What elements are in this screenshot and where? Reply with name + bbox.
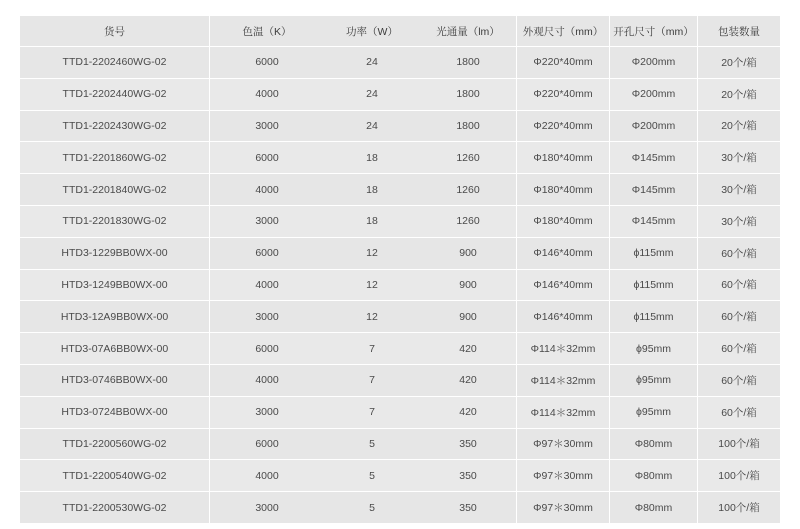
table-row (20, 397, 780, 429)
package-quantity-cell: 30个/箱 (698, 174, 780, 206)
luminous-flux-cell: 1800 (420, 111, 516, 143)
color-temperature-cell: 6000 (210, 429, 324, 461)
item-number-cell: TTD1-2200540WG-02 (20, 460, 210, 492)
luminous-flux-cell: 1800 (420, 47, 516, 79)
power-cell: 12 (324, 270, 420, 302)
table-row (20, 142, 780, 174)
color-temperature-cell: 6000 (210, 333, 324, 365)
item-number-cell: TTD1-2201830WG-02 (20, 206, 210, 238)
luminous-flux-cell: 350 (420, 492, 516, 524)
power-cell: 24 (324, 111, 420, 143)
item-number-cell: TTD1-2202430WG-02 (20, 111, 210, 143)
color-temperature-cell: 4000 (210, 174, 324, 206)
cutout-size-cell: Φ80mm (610, 429, 698, 461)
table-row (20, 270, 780, 302)
color-temperature-cell: 3000 (210, 492, 324, 524)
cutout-size-cell: ϕ95mm (610, 365, 698, 397)
color-temperature-cell: 6000 (210, 142, 324, 174)
power-cell: 5 (324, 492, 420, 524)
cutout-size-cell: Φ200mm (610, 47, 698, 79)
header-luminous-flux: 光通量（lm） (420, 16, 516, 47)
power-cell: 24 (324, 79, 420, 111)
package-quantity-cell: 60个/箱 (698, 333, 780, 365)
power-cell: 5 (324, 429, 420, 461)
table-row (20, 333, 780, 365)
item-number-cell: HTD3-0746BB0WX-00 (20, 365, 210, 397)
item-number-cell: TTD1-2200530WG-02 (20, 492, 210, 524)
item-number-cell: HTD3-1249BB0WX-00 (20, 270, 210, 302)
package-quantity-cell: 20个/箱 (698, 111, 780, 143)
color-temperature-cell: 3000 (210, 397, 324, 429)
color-temperature-cell: 4000 (210, 79, 324, 111)
cutout-size-cell: ϕ95mm (610, 397, 698, 429)
item-number-cell: HTD3-07A6BB0WX-00 (20, 333, 210, 365)
color-temperature-cell: 4000 (210, 270, 324, 302)
header-cutout-size: 开孔尺寸（mm） (610, 16, 698, 47)
color-temperature-cell: 3000 (210, 111, 324, 143)
color-temperature-cell: 4000 (210, 365, 324, 397)
item-number-cell: HTD3-12A9BB0WX-00 (20, 301, 210, 333)
cutout-size-cell: Φ80mm (610, 492, 698, 524)
outer-size-cell: Φ97＊30mm (516, 460, 610, 492)
table-row (20, 47, 780, 79)
item-number-cell: TTD1-2202440WG-02 (20, 79, 210, 111)
table-row (20, 206, 780, 238)
table-row (20, 238, 780, 270)
cutout-size-cell: Φ145mm (610, 206, 698, 238)
power-cell: 18 (324, 174, 420, 206)
outer-size-cell: Φ180*40mm (516, 174, 610, 206)
package-quantity-cell: 60个/箱 (698, 301, 780, 333)
table-row (20, 174, 780, 206)
package-quantity-cell: 60个/箱 (698, 365, 780, 397)
luminous-flux-cell: 900 (420, 301, 516, 333)
header-row (20, 16, 780, 47)
package-quantity-cell: 60个/箱 (698, 270, 780, 302)
table-row (20, 111, 780, 143)
header-item-number: 货号 (20, 16, 210, 47)
luminous-flux-cell: 1260 (420, 206, 516, 238)
package-quantity-cell: 60个/箱 (698, 238, 780, 270)
item-number-cell: TTD1-2200560WG-02 (20, 429, 210, 461)
power-cell: 5 (324, 460, 420, 492)
luminous-flux-cell: 900 (420, 270, 516, 302)
luminous-flux-cell: 350 (420, 429, 516, 461)
cutout-size-cell: ϕ115mm (610, 238, 698, 270)
luminous-flux-cell: 1800 (420, 79, 516, 111)
power-cell: 24 (324, 47, 420, 79)
power-cell: 18 (324, 142, 420, 174)
table-row (20, 429, 780, 461)
color-temperature-cell: 4000 (210, 460, 324, 492)
luminous-flux-cell: 350 (420, 460, 516, 492)
luminous-flux-cell: 420 (420, 333, 516, 365)
power-cell: 7 (324, 397, 420, 429)
item-number-cell: TTD1-2202460WG-02 (20, 47, 210, 79)
product-spec-table (20, 16, 780, 524)
item-number-cell: HTD3-1229BB0WX-00 (20, 238, 210, 270)
cutout-size-cell: ϕ95mm (610, 333, 698, 365)
outer-size-cell: Φ220*40mm (516, 79, 610, 111)
item-number-cell: HTD3-0724BB0WX-00 (20, 397, 210, 429)
power-cell: 12 (324, 301, 420, 333)
package-quantity-cell: 100个/箱 (698, 460, 780, 492)
package-quantity-cell: 100个/箱 (698, 429, 780, 461)
outer-size-cell: Φ220*40mm (516, 111, 610, 143)
package-quantity-cell: 20个/箱 (698, 47, 780, 79)
color-temperature-cell: 6000 (210, 47, 324, 79)
spec-table-container (20, 16, 780, 524)
cutout-size-cell: Φ145mm (610, 142, 698, 174)
package-quantity-cell: 20个/箱 (698, 79, 780, 111)
table-row (20, 365, 780, 397)
outer-size-cell: Φ97＊30mm (516, 429, 610, 461)
outer-size-cell: Φ146*40mm (516, 270, 610, 302)
luminous-flux-cell: 1260 (420, 174, 516, 206)
header-outer-size: 外观尺寸（mm） (516, 16, 610, 47)
package-quantity-cell: 100个/箱 (698, 492, 780, 524)
power-cell: 18 (324, 206, 420, 238)
cutout-size-cell: Φ145mm (610, 174, 698, 206)
color-temperature-cell: 3000 (210, 206, 324, 238)
item-number-cell: TTD1-2201840WG-02 (20, 174, 210, 206)
package-quantity-cell: 30个/箱 (698, 206, 780, 238)
cutout-size-cell: ϕ115mm (610, 301, 698, 333)
cutout-size-cell: Φ200mm (610, 79, 698, 111)
table-row (20, 492, 780, 524)
color-temperature-cell: 3000 (210, 301, 324, 333)
package-quantity-cell: 60个/箱 (698, 397, 780, 429)
table-row (20, 79, 780, 111)
cutout-size-cell: Φ80mm (610, 460, 698, 492)
power-cell: 7 (324, 365, 420, 397)
outer-size-cell: Φ220*40mm (516, 47, 610, 79)
luminous-flux-cell: 420 (420, 365, 516, 397)
outer-size-cell: Φ146*40mm (516, 238, 610, 270)
outer-size-cell: Φ97＊30mm (516, 492, 610, 524)
power-cell: 7 (324, 333, 420, 365)
luminous-flux-cell: 1260 (420, 142, 516, 174)
luminous-flux-cell: 420 (420, 397, 516, 429)
color-temperature-cell: 6000 (210, 238, 324, 270)
table-row (20, 301, 780, 333)
header-color-temperature: 色温（K） (210, 16, 324, 47)
outer-size-cell: Φ114＊32mm (516, 333, 610, 365)
header-power: 功率（W） (324, 16, 420, 47)
outer-size-cell: Φ146*40mm (516, 301, 610, 333)
outer-size-cell: Φ114＊32mm (516, 365, 610, 397)
table-header (20, 16, 780, 47)
power-cell: 12 (324, 238, 420, 270)
package-quantity-cell: 30个/箱 (698, 142, 780, 174)
luminous-flux-cell: 900 (420, 238, 516, 270)
table-row (20, 460, 780, 492)
cutout-size-cell: Φ200mm (610, 111, 698, 143)
cutout-size-cell: ϕ115mm (610, 270, 698, 302)
header-package-quantity: 包装数量 (698, 16, 780, 47)
outer-size-cell: Φ114＊32mm (516, 397, 610, 429)
outer-size-cell: Φ180*40mm (516, 206, 610, 238)
outer-size-cell: Φ180*40mm (516, 142, 610, 174)
item-number-cell: TTD1-2201860WG-02 (20, 142, 210, 174)
table-body (20, 47, 780, 524)
